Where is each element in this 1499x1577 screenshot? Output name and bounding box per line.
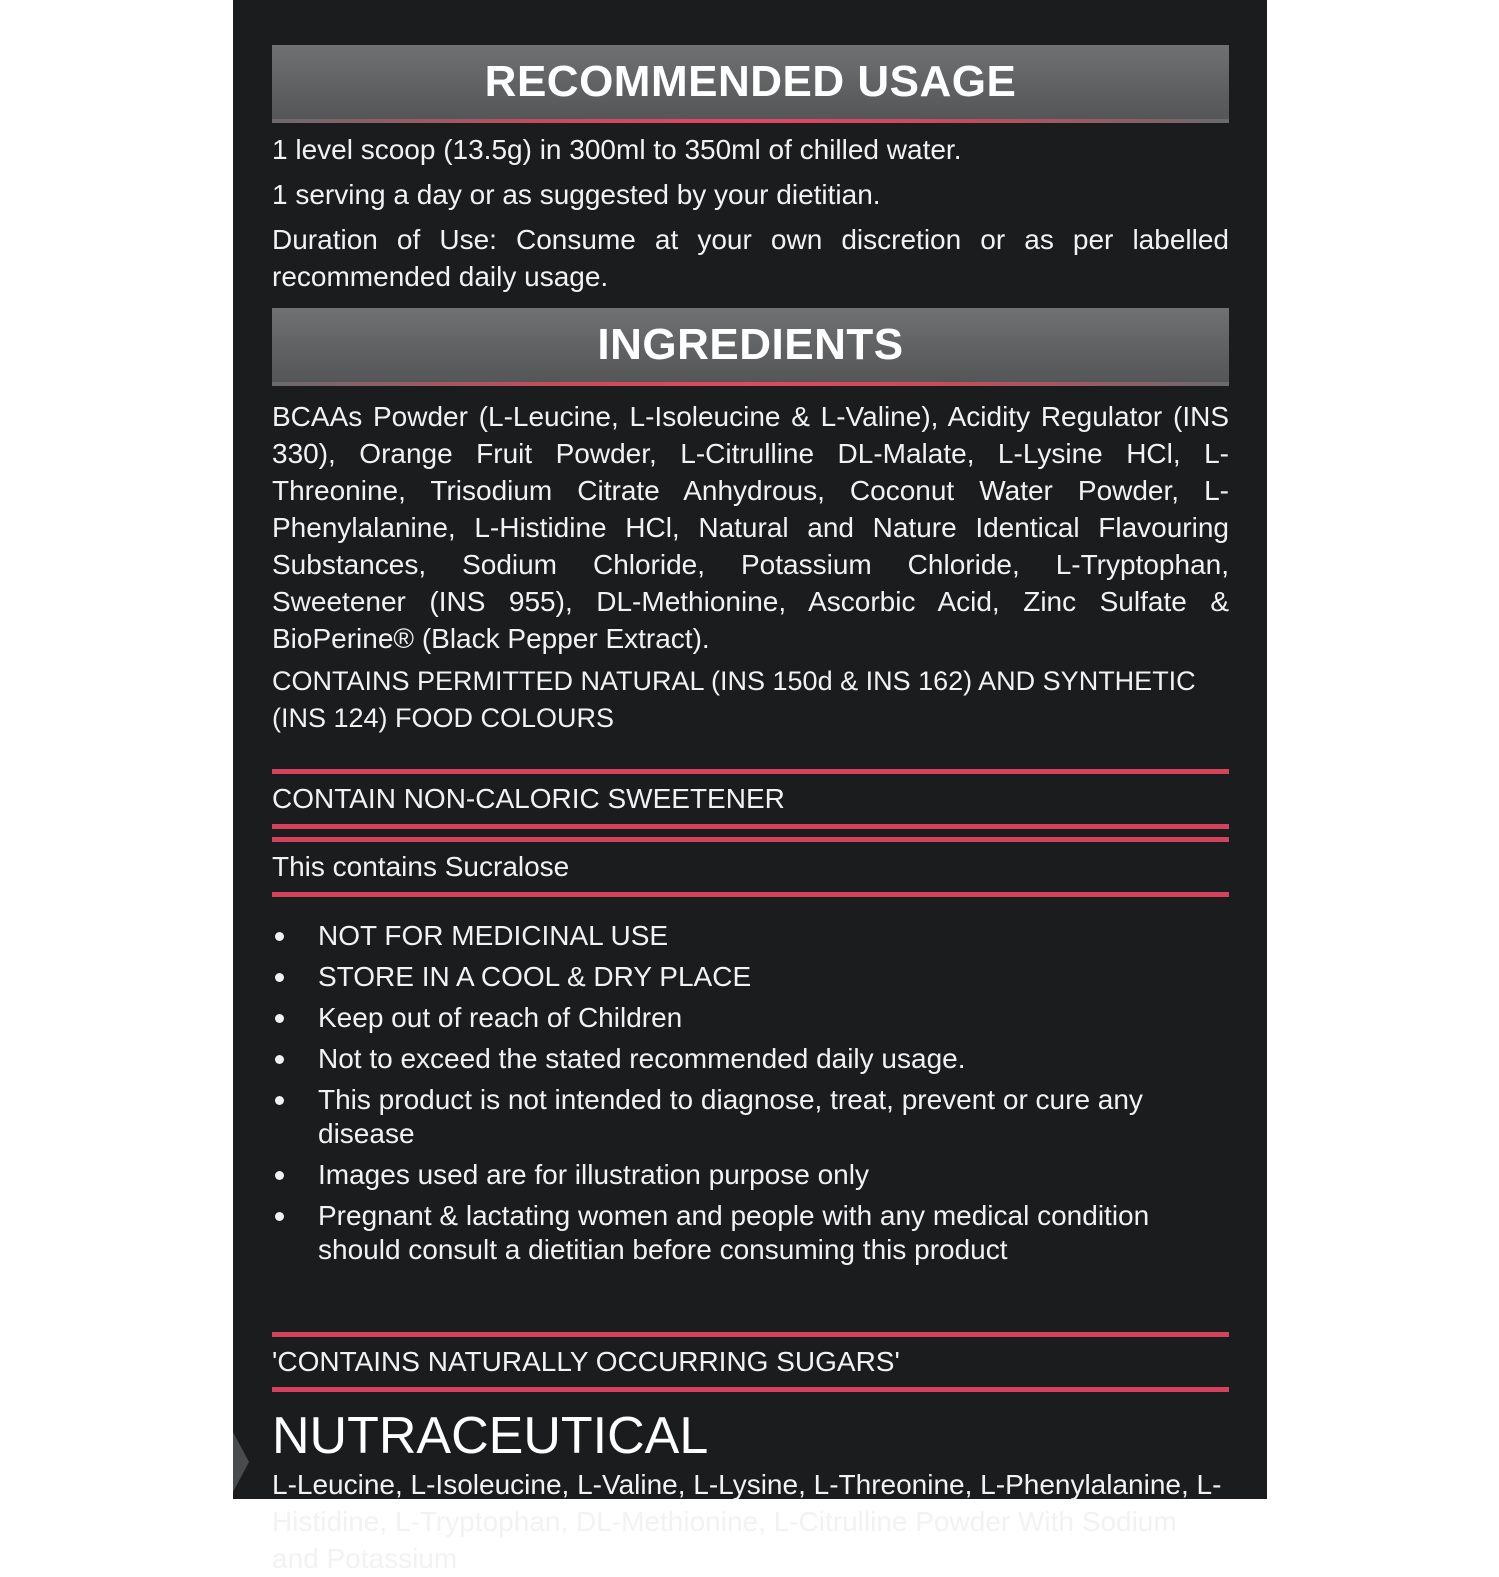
label-panel [233, 0, 1267, 1574]
sugars-note: 'CONTAINS NATURALLY OCCURRING SUGARS' [272, 1346, 900, 1377]
list-item: Keep out of reach of Children [272, 1001, 1229, 1035]
usage-block [272, 131, 1229, 295]
list-item: Not to exceed the stated recommended daily usage. [272, 1042, 1229, 1076]
ingredients-text: BCAAs Powder (L-Leucine, L-Isoleucine & L-Valine), Acidity Regulator (INS 330), Orange Fruit Powder, L-Citrulline DL-Malate, L-Lysine HCl, L-Threonine, Trisodium Citrate Anhydrous, Coconut Water Powder, L-Phenylalanine, L-Histidine HCl, Natural and Nature Identical Flavouring Substances, Sodium Chloride, Potassium Chloride, L-Tryptophan, Sweetener (INS 955), DL-Methionine, Ascorbic Acid, Zinc Sulfate & BioPerine® (Black Pepper Extract). [272, 401, 1229, 654]
sweetener-label: CONTAIN NON-CALORIC SWEETENER [272, 783, 785, 814]
nutraceutical-text: L-Leucine, L-Isoleucine, L-Valine, L-Lysine, L-Threonine, L-Phenylalanine, L-Histidine, L-Tryptophan, DL-Methionine, L-Citrulline Powder With Sodium and Potassium [272, 1469, 1222, 1574]
recommended-usage-heading: RECOMMENDED USAGE [484, 57, 1017, 106]
list-item: NOT FOR MEDICINAL USE [272, 919, 1229, 953]
warnings-list [272, 919, 1229, 1267]
bullet-icon [275, 932, 284, 941]
usage-line-3: Duration of Use: Consume at your own discretion or as per labelled recommended daily usage. [272, 224, 1229, 292]
bullet-icon [275, 1055, 284, 1064]
bullet-icon [275, 973, 284, 982]
divider-line [272, 892, 1229, 897]
ingredients-header [272, 308, 1229, 382]
ingredients-block [272, 398, 1229, 737]
usage-line-2: 1 serving a day or as suggested by your dietitian. [272, 179, 881, 210]
panel-edge-notch [233, 1432, 249, 1492]
list-item: This product is not intended to diagnose, treat, prevent or cure any disease [272, 1083, 1229, 1151]
ingredients-heading: INGREDIENTS [597, 320, 904, 369]
bullet-icon [275, 1171, 284, 1180]
list-item: STORE IN A COOL & DRY PLACE [272, 960, 1229, 994]
usage-line-1: 1 level scoop (13.5g) in 300ml to 350ml of chilled water. [272, 134, 962, 165]
food-colours-text: CONTAINS PERMITTED NATURAL (INS 150d & INS 162) AND SYNTHETIC (INS 124) FOOD COLOURS [272, 666, 1196, 733]
list-item: Pregnant & lactating women and people with any medical condition should consult a dietitian before consuming this product [272, 1199, 1229, 1267]
divider-line [272, 1387, 1229, 1392]
bullet-icon [275, 1096, 284, 1105]
label-content [272, 45, 1229, 1577]
bullet-icon [275, 1014, 284, 1023]
bullet-icon [275, 1212, 284, 1221]
recommended-usage-header [272, 45, 1229, 119]
list-item: Images used are for illustration purpose only [272, 1158, 1229, 1192]
sweetener-detail: This contains Sucralose [272, 851, 570, 882]
nutraceutical-title: NUTRACEUTICAL [272, 1407, 709, 1465]
